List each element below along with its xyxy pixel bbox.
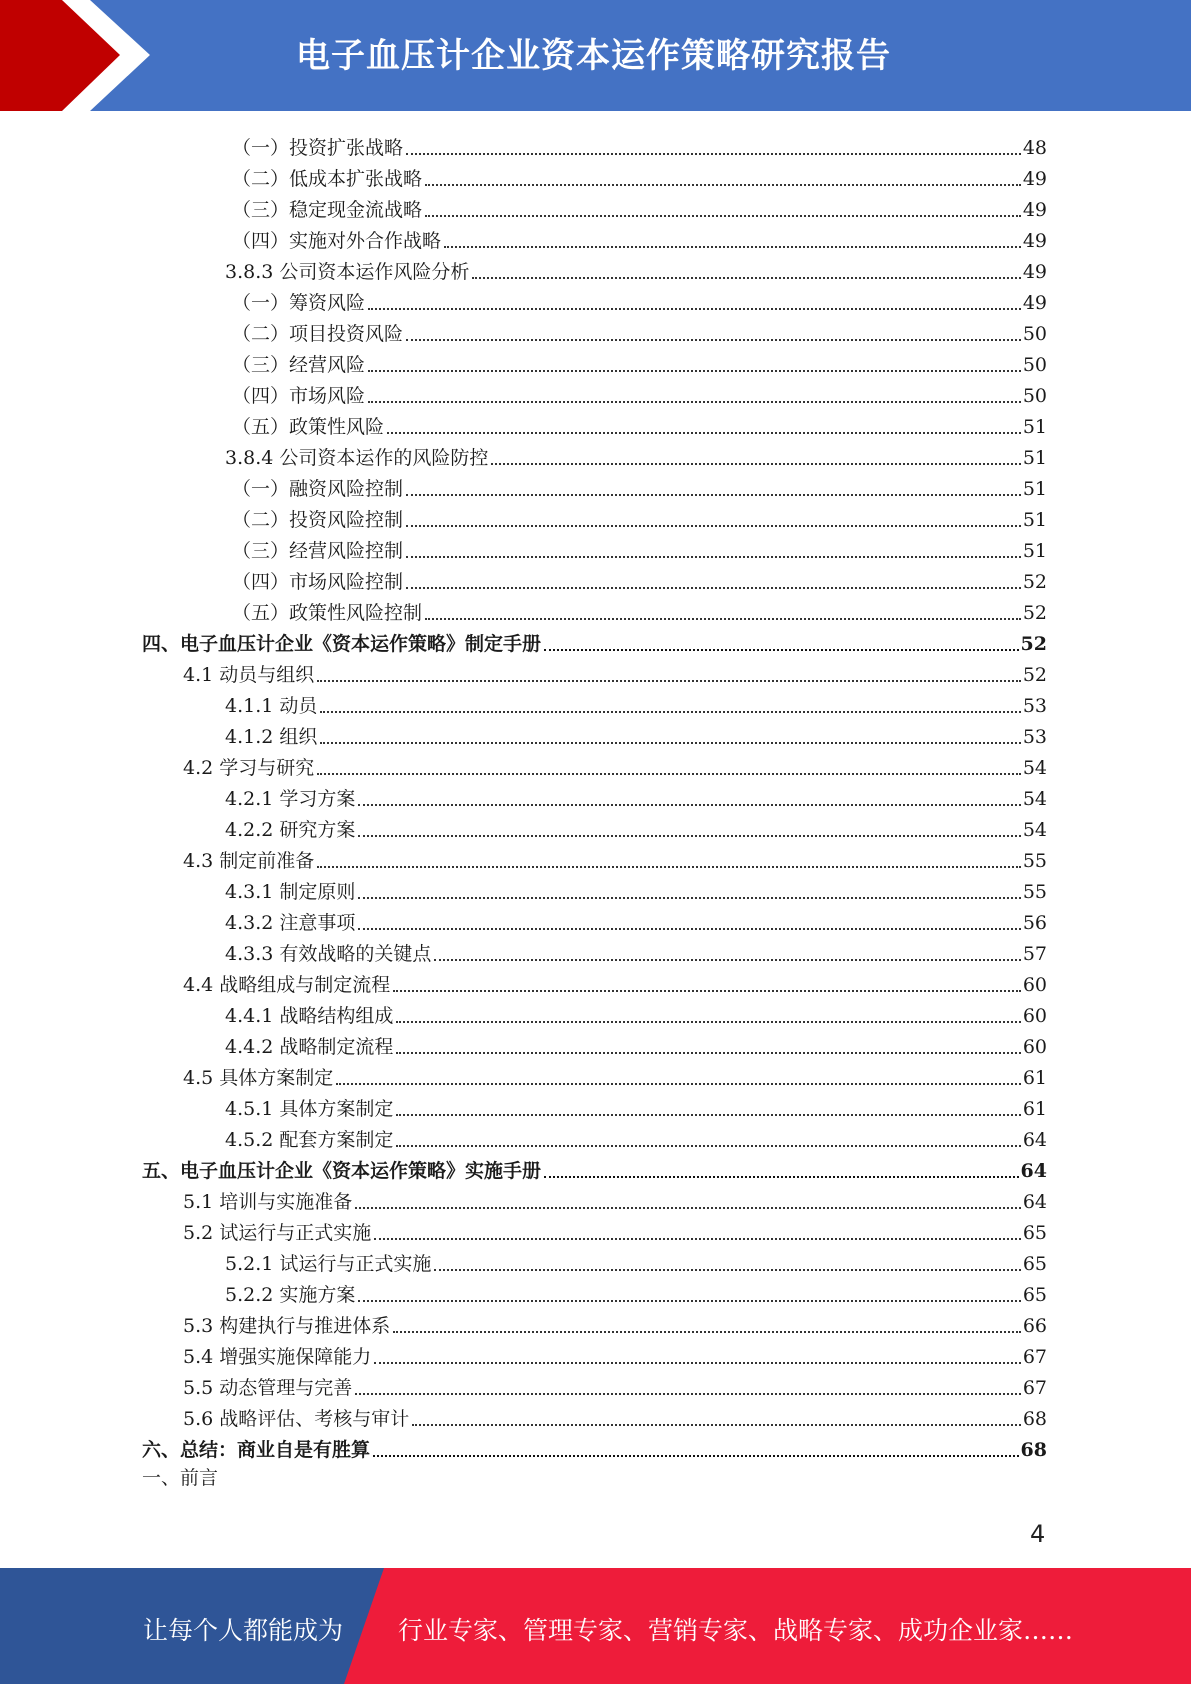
toc-entry-label: 5.2 试运行与正式实施	[183, 1222, 372, 1244]
toc-entry-page: 53	[1022, 726, 1047, 748]
toc-entry-page: 52	[1022, 571, 1047, 593]
toc-entry-label: 4.3.2 注意事项	[225, 912, 356, 934]
toc-entry-page: 49	[1022, 168, 1047, 190]
toc-entry-page: 65	[1022, 1253, 1047, 1275]
toc-entry-label: 5.4 增强实施保障能力	[183, 1346, 372, 1368]
dot-leader	[406, 586, 1021, 589]
toc-entry-page: 48	[1022, 137, 1047, 159]
toc-entry[interactable]	[225, 252, 1047, 283]
toc-entry[interactable]	[183, 965, 1047, 996]
toc-entry-label: 4.2 学习与研究	[183, 757, 315, 779]
dot-leader	[425, 214, 1021, 217]
dot-leader	[544, 648, 1019, 651]
toc-entry-label: 六、总结：商业自是有胜算	[142, 1439, 371, 1461]
toc-entry-page: 54	[1022, 788, 1047, 810]
toc-entry[interactable]	[183, 1337, 1047, 1368]
toc-entry[interactable]	[225, 1027, 1047, 1058]
toc-entry[interactable]	[183, 1306, 1047, 1337]
dot-leader	[396, 1020, 1020, 1023]
toc-entry[interactable]	[225, 996, 1047, 1027]
dot-leader	[406, 524, 1021, 527]
footer-slogan-left: 让每个人都能成为	[143, 1616, 344, 1645]
toc-entry-label: （四）市场风险控制	[232, 571, 404, 593]
toc-entry[interactable]	[232, 159, 1047, 190]
dot-leader	[358, 896, 1020, 899]
toc-entry[interactable]	[225, 1275, 1047, 1306]
toc-entry[interactable]	[232, 500, 1047, 531]
dot-leader	[317, 865, 1021, 868]
dot-leader	[387, 431, 1021, 434]
toc-entry-label: 4.4.1 战略结构组成	[225, 1005, 394, 1027]
toc-entry[interactable]	[232, 190, 1047, 221]
toc-entry-page: 49	[1022, 261, 1047, 283]
dot-leader	[368, 400, 1021, 403]
toc-entry-label: 5.5 动态管理与完善	[183, 1377, 353, 1399]
toc-entry[interactable]	[225, 810, 1047, 841]
toc-entry[interactable]	[183, 655, 1047, 686]
toc-entry-label: （二）投资风险控制	[232, 509, 404, 531]
toc-entry-label: 4.5.1 具体方案制定	[225, 1098, 394, 1120]
toc-entry-label: 4.5 具体方案制定	[183, 1067, 334, 1089]
toc-entry[interactable]	[232, 593, 1047, 624]
dot-leader	[491, 462, 1020, 465]
toc-chapter-entry[interactable]	[142, 1430, 1047, 1461]
toc-entry-label: 4.3 制定前准备	[183, 850, 315, 872]
toc-entry-label: （五）政策性风险	[232, 416, 385, 438]
dot-leader	[374, 1237, 1021, 1240]
toc-entry-label: （一）融资风险控制	[232, 478, 404, 500]
toc-entry-label: （四）实施对外合作战略	[232, 230, 442, 252]
toc-entry-page: 53	[1022, 695, 1047, 717]
toc-entry-page: 49	[1022, 292, 1047, 314]
footer-slogan-right: 行业专家、管理专家、营销专家、战略专家、成功企业家……	[398, 1616, 1074, 1645]
toc-entry[interactable]	[232, 314, 1047, 345]
dot-leader	[336, 1082, 1021, 1085]
toc-entry[interactable]	[183, 1182, 1047, 1213]
toc-entry-page: 67	[1022, 1377, 1047, 1399]
toc-entry[interactable]	[183, 1058, 1047, 1089]
toc-entry-page: 57	[1022, 943, 1047, 965]
dot-leader	[368, 369, 1021, 372]
toc-entry-page: 68	[1022, 1408, 1047, 1430]
toc-entry-label: 5.1 培训与实施准备	[183, 1191, 353, 1213]
toc-entry[interactable]	[232, 469, 1047, 500]
toc-entry-page: 54	[1022, 819, 1047, 841]
toc-entry-page: 60	[1022, 974, 1047, 996]
dot-leader	[434, 958, 1020, 961]
toc-entry[interactable]	[232, 407, 1047, 438]
toc-entry-label: 4.1.2 组织	[225, 726, 318, 748]
dot-leader	[412, 1423, 1021, 1426]
report-footer	[0, 1568, 1191, 1684]
toc-entry-page: 64	[1022, 1191, 1047, 1213]
toc-entry-label: 3.8.3 公司资本运作风险分析	[225, 261, 470, 283]
dot-leader	[396, 1144, 1020, 1147]
toc-entry-label: 5.6 战略评估、考核与审计	[183, 1408, 410, 1430]
toc-entry[interactable]	[225, 717, 1047, 748]
toc-entry-page: 67	[1022, 1346, 1047, 1368]
toc-entry-page: 49	[1022, 230, 1047, 252]
dot-leader	[373, 1454, 1019, 1457]
toc-entry[interactable]	[183, 1399, 1047, 1430]
toc-entry-page: 68	[1020, 1439, 1047, 1461]
toc-entry-page: 52	[1020, 633, 1047, 655]
toc-entry[interactable]	[183, 1368, 1047, 1399]
dot-leader	[317, 679, 1021, 682]
dot-leader	[317, 772, 1021, 775]
toc-entry-page: 60	[1022, 1036, 1047, 1058]
toc-entry-page: 51	[1022, 509, 1047, 531]
toc-entry-label: 4.3.3 有效战略的关键点	[225, 943, 432, 965]
toc-entry-page: 50	[1022, 323, 1047, 345]
toc-entry[interactable]	[225, 779, 1047, 810]
dot-leader	[406, 555, 1021, 558]
toc-entry-label: （二）低成本扩张战略	[232, 168, 423, 190]
toc-entry[interactable]	[183, 748, 1047, 779]
dot-leader	[434, 1268, 1020, 1271]
toc-entry-label: （四）市场风险	[232, 385, 366, 407]
toc-entry-page: 61	[1022, 1067, 1047, 1089]
toc-entry[interactable]	[232, 376, 1047, 407]
dot-leader	[472, 276, 1020, 279]
dot-leader	[406, 152, 1021, 155]
toc-chapter-entry[interactable]	[142, 624, 1047, 655]
toc-entry-label: 5.3 构建执行与推进体系	[183, 1315, 391, 1337]
toc-entry-label: 5.2.1 试运行与正式实施	[225, 1253, 432, 1275]
toc-entry-label: 4.4 战略组成与制定流程	[183, 974, 391, 996]
toc-entry-page: 51	[1022, 416, 1047, 438]
toc-entry-label: 5.2.2 实施方案	[225, 1284, 356, 1306]
toc-entry-page: 55	[1022, 881, 1047, 903]
toc-entry-label: 4.2.2 研究方案	[225, 819, 356, 841]
report-title: 电子血压计企业资本运作策略研究报告	[296, 36, 891, 76]
toc-entry-label: 4.3.1 制定原则	[225, 881, 356, 903]
dot-leader	[320, 710, 1020, 713]
toc-entry[interactable]	[232, 221, 1047, 252]
toc-entry[interactable]	[225, 1120, 1047, 1151]
toc-entry-label: 3.8.4 公司资本运作的风险防控	[225, 447, 489, 469]
toc-entry-page: 64	[1022, 1129, 1047, 1151]
dot-leader	[406, 338, 1021, 341]
toc-entry-page: 61	[1022, 1098, 1047, 1120]
toc-entry-label: 4.1.1 动员	[225, 695, 318, 717]
dot-leader	[358, 927, 1020, 930]
toc-entry-page: 60	[1022, 1005, 1047, 1027]
dot-leader	[406, 493, 1021, 496]
toc-entry-label: 4.2.1 学习方案	[225, 788, 356, 810]
toc-entry[interactable]	[225, 903, 1047, 934]
toc-entry-label: 五、电子血压计企业《资本运作策略》实施手册	[142, 1160, 542, 1182]
toc-entry-page: 54	[1022, 757, 1047, 779]
toc-entry-page: 66	[1022, 1315, 1047, 1337]
dot-leader	[393, 989, 1021, 992]
toc-entry-page: 52	[1022, 664, 1047, 686]
toc-entry-page: 50	[1022, 385, 1047, 407]
toc-entry-label: 4.5.2 配套方案制定	[225, 1129, 394, 1151]
toc-entry-label: （三）经营风险控制	[232, 540, 404, 562]
trailing-heading: 一、前言	[142, 1467, 219, 1489]
toc-entry-label: （三）经营风险	[232, 354, 366, 376]
toc-entry-page: 64	[1020, 1160, 1047, 1182]
dot-leader	[374, 1361, 1021, 1364]
toc-entry-label: 四、电子血压计企业《资本运作策略》制定手册	[142, 633, 542, 655]
dot-leader	[425, 183, 1021, 186]
toc-entry-page: 52	[1022, 602, 1047, 624]
toc-entry[interactable]	[225, 934, 1047, 965]
dot-leader	[355, 1392, 1021, 1395]
toc-entry-label: 4.4.2 战略制定流程	[225, 1036, 394, 1058]
toc-entry[interactable]	[232, 128, 1047, 159]
toc-entry[interactable]	[225, 686, 1047, 717]
toc-entry-label: （一）筹资风险	[232, 292, 366, 314]
toc-entry-page: 50	[1022, 354, 1047, 376]
dot-leader	[358, 803, 1020, 806]
toc-entry[interactable]	[232, 345, 1047, 376]
toc-entry-page: 65	[1022, 1284, 1047, 1306]
toc-entry-page: 55	[1022, 850, 1047, 872]
toc-entry[interactable]	[183, 1213, 1047, 1244]
toc-entry-label: （一）投资扩张战略	[232, 137, 404, 159]
toc-entry-label: （三）稳定现金流战略	[232, 199, 423, 221]
toc-entry[interactable]	[225, 1089, 1047, 1120]
dot-leader	[393, 1330, 1021, 1333]
toc-entry-label: 4.1 动员与组织	[183, 664, 315, 686]
dot-leader	[320, 741, 1020, 744]
toc-entry[interactable]	[225, 1244, 1047, 1275]
toc-entry-label: （二）项目投资风险	[232, 323, 404, 345]
toc-entry[interactable]	[232, 531, 1047, 562]
toc-entry-page: 51	[1022, 478, 1047, 500]
toc-entry-page: 49	[1022, 199, 1047, 221]
dot-leader	[355, 1206, 1021, 1209]
dot-leader	[544, 1175, 1019, 1178]
toc-entry-page: 51	[1022, 447, 1047, 469]
toc-entry[interactable]	[225, 872, 1047, 903]
toc-entry[interactable]	[232, 562, 1047, 593]
toc-entry-label: （五）政策性风险控制	[232, 602, 423, 624]
dot-leader	[396, 1051, 1020, 1054]
dot-leader	[396, 1113, 1020, 1116]
dot-leader	[444, 245, 1021, 248]
report-header	[0, 0, 1191, 111]
toc-chapter-entry[interactable]	[142, 1151, 1047, 1182]
toc-entry-page: 56	[1022, 912, 1047, 934]
toc-entry-page: 51	[1022, 540, 1047, 562]
toc-entry[interactable]	[183, 841, 1047, 872]
dot-leader	[358, 1299, 1020, 1302]
page-number: 4	[1030, 1520, 1046, 1548]
toc-entry[interactable]	[225, 438, 1047, 469]
dot-leader	[425, 617, 1021, 620]
dot-leader	[368, 307, 1021, 310]
toc-entry-page: 65	[1022, 1222, 1047, 1244]
dot-leader	[358, 834, 1020, 837]
toc-entry[interactable]	[232, 283, 1047, 314]
